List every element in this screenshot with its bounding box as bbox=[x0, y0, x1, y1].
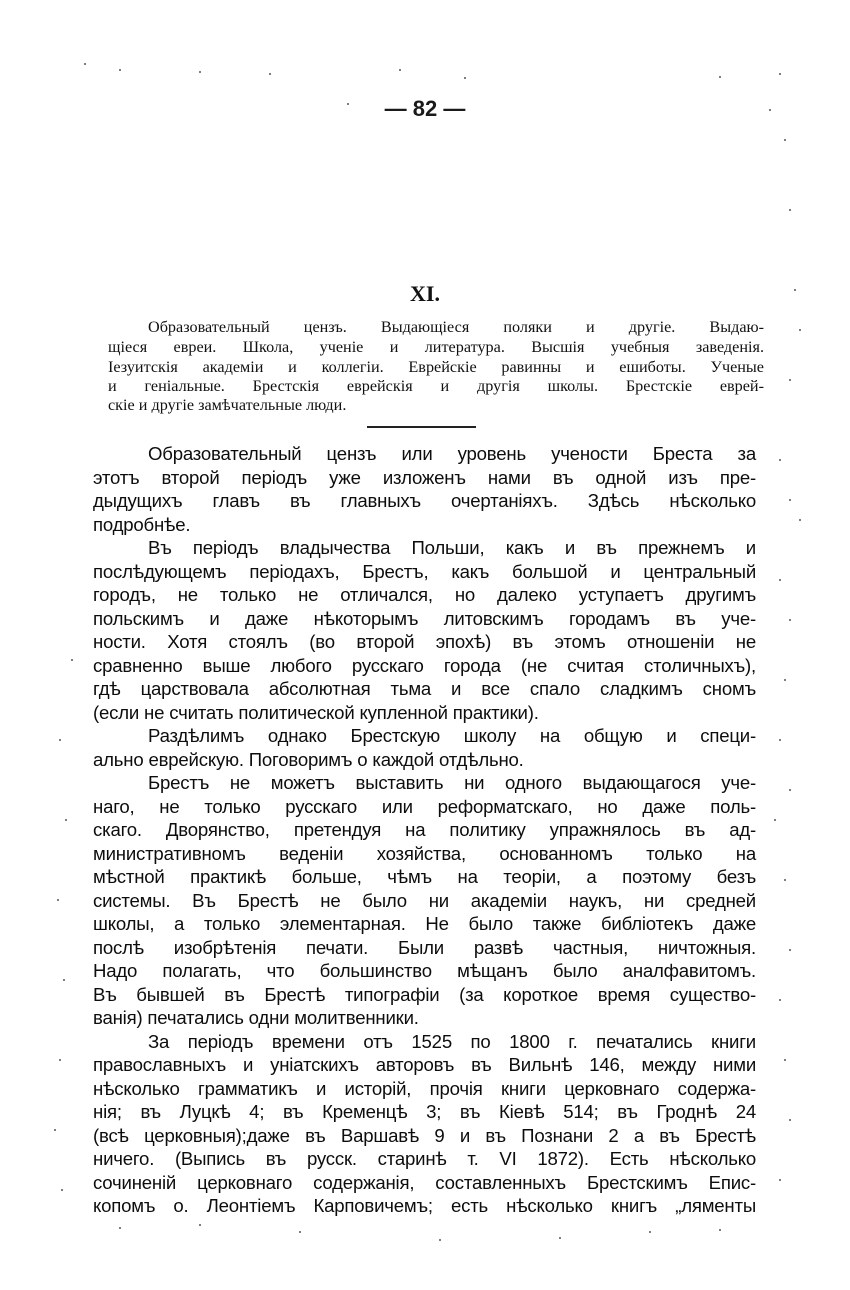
text-line: послѣдующемъ періодахъ, Брестъ, какъ большой и центральный bbox=[93, 561, 756, 582]
text-line: скаго. Дворянство, претендуя на политику упражнялось въ ад- bbox=[93, 819, 756, 840]
text-line: школы, а только элементарная. Не было также библіотекъ даже bbox=[93, 913, 756, 934]
text-line: ально еврейскую. Поговоримъ о каждой отдѣльно. bbox=[93, 749, 524, 770]
text-line: послѣ изобрѣтенія печати. Были развѣ частныя, ничтожныя. bbox=[93, 937, 756, 958]
text-line: городъ, не только не отличался, но далеко уступаетъ другимъ bbox=[93, 584, 756, 605]
text-line: православныхъ и уніатскихъ авторовъ въ Вильнѣ 146, между ними bbox=[93, 1054, 756, 1075]
text-line: Раздѣлимъ однако Брестскую школу на общую и специ- bbox=[148, 725, 756, 746]
text-line: Брестъ не можетъ выставить ни одного выдающагося уче- bbox=[148, 772, 756, 793]
text-line: подробнѣе. bbox=[93, 514, 191, 535]
text-line: нія; въ Луцкѣ 4; въ Кременцѣ 3; въ Кіевѣ 514; въ Гроднѣ 24 bbox=[93, 1101, 756, 1122]
text-line: (всѣ церковныя);даже въ Варшавѣ 9 и въ Познани 2 а въ Брестѣ bbox=[93, 1125, 756, 1146]
text-line: ничего. (Выпись въ русск. старинѣ т. VI 1872). Есть нѣсколько bbox=[93, 1148, 756, 1169]
text-line: Въ бывшей въ Брестѣ типографіи (за короткое время существо- bbox=[93, 984, 756, 1005]
text-line: этотъ второй періодъ уже изложенъ нами въ одной изъ пре- bbox=[93, 467, 756, 488]
text-line: ванія) печатались одни молитвенники. bbox=[93, 1007, 419, 1028]
summary-line: и геніальные. Брестскія еврейскія и другія школы. Брестскіе еврей- bbox=[108, 377, 764, 395]
text-line: мѣстной практикѣ больше, чѣмъ на теоріи, а поэтому безъ bbox=[93, 866, 756, 887]
text-line: дыдущихъ главъ въ главныхъ очертаніяхъ. Здѣсь нѣсколько bbox=[93, 490, 756, 511]
text-line: польскимъ и даже нѣкоторымъ литовскимъ городамъ въ уче- bbox=[93, 608, 756, 629]
text-line: Надо полагать, что большинство мѣщанъ было аналфавитомъ. bbox=[93, 960, 756, 981]
summary-line: щіеся евреи. Школа, ученіе и литература. Высшія учебныя заведенія. bbox=[108, 338, 764, 356]
text-line: Образовательный цензъ или уровень учености Бреста за bbox=[148, 443, 756, 464]
page-number: — 82 — bbox=[384, 96, 466, 121]
text-line: министративномъ веденіи хозяйства, основанномъ только на bbox=[93, 843, 756, 864]
text-line: За періодъ времени отъ 1525 по 1800 г. печатались книги bbox=[148, 1031, 756, 1052]
text-line: Въ періодъ владычества Польши, какъ и въ прежнемъ и bbox=[148, 537, 756, 558]
text-line: наго, не только русскаго или реформатскаго, но даже поль- bbox=[93, 796, 756, 817]
text-line: сравненно выше любого русскаго города (не считая столичныхъ), bbox=[93, 655, 756, 676]
separator-rule bbox=[367, 426, 476, 428]
chapter-heading: XI. bbox=[410, 281, 440, 306]
text-line: гдѣ царствовала абсолютная тьма и все спало сладкимъ сномъ bbox=[93, 678, 756, 699]
summary-line: Образовательный цензъ. Выдающіеся поляки и другіе. Выдаю- bbox=[148, 318, 764, 336]
text-line: нѣсколько грамматикъ и исторій, прочія книги церковнаго содержа- bbox=[93, 1078, 756, 1099]
text-line: копомъ о. Леонтіемъ Карповичемъ; есть нѣсколько книгъ „ляменты bbox=[93, 1195, 756, 1216]
text-line: (если не считать политической купленной практики). bbox=[93, 702, 539, 723]
text-line: сочиненій церковнаго содержанія, составленныхъ Брестскимъ Епис- bbox=[93, 1172, 756, 1193]
text-line: ности. Хотя стоялъ (во второй эпохѣ) въ этомъ отношеніи не bbox=[93, 631, 756, 652]
summary-line: скіе и другіе замѣчательные люди. bbox=[108, 396, 347, 414]
summary-line: Іезуитскія академіи и коллегіи. Еврейскіе равинны и ешиботы. Ученые bbox=[108, 358, 764, 376]
text-line: системы. Въ Брестѣ не было ни академіи наукъ, ни средней bbox=[93, 890, 756, 911]
